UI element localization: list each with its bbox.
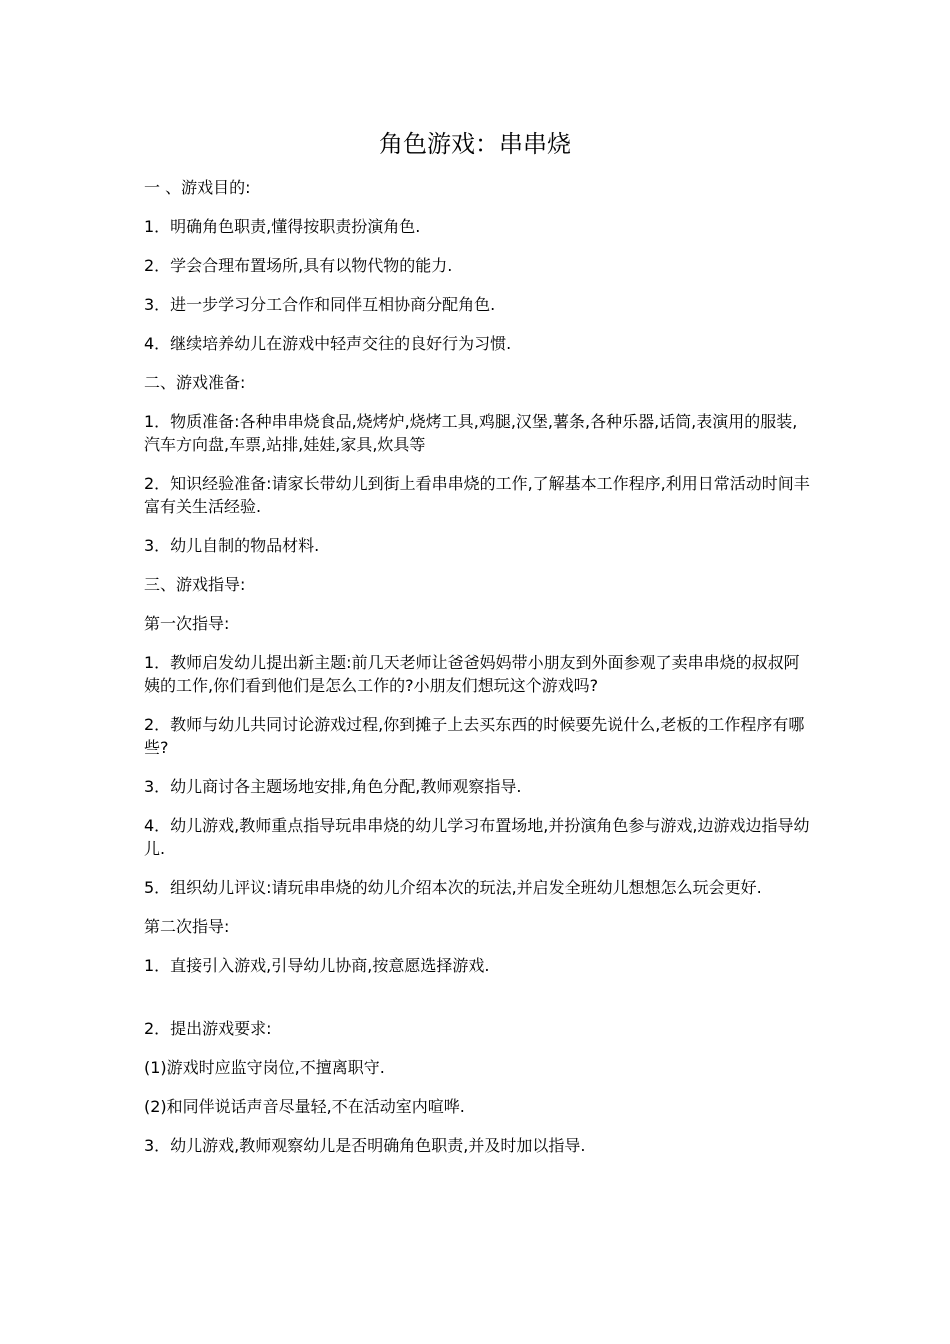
document-title: 角色游戏：串串烧: [379, 130, 571, 158]
goal-item-3: 3．进一步学习分工合作和同伴互相协商分配角色.: [144, 295, 496, 314]
preparation-item-1: 1．物质准备:各种串串烧食品,烧烤炉,烧烤工具,鸡腿,汉堡,薯条,各种乐器,话筒,表演用的服装,汽车方向盘,车票,站排,娃娃,家具,炊具等: [144, 412, 798, 454]
first-guidance-item-2: 2．教师与幼儿共同讨论游戏过程,你到摊子上去买东西的时候要先说什么,老板的工作程序有哪些?: [144, 715, 805, 757]
goal-item-1: 1．明确角色职责,懂得按职责扮演角色.: [144, 217, 421, 236]
requirement-item-1: (1)游戏时应监守岗位,不擅离职守.: [144, 1058, 385, 1077]
first-guidance-item-3: 3．幼儿商讨各主题场地安排,角色分配,教师观察指导.: [144, 777, 522, 796]
second-guidance-item-3: 3．幼儿游戏,教师观察幼儿是否明确角色职责,并及时加以指导.: [144, 1136, 586, 1155]
preparation-item-3: 3．幼儿自制的物品材料.: [144, 536, 320, 555]
second-guidance-item-1: 1．直接引入游戏,引导幼儿协商,按意愿选择游戏.: [144, 956, 490, 975]
section-heading-preparation: 二、游戏准备:: [144, 373, 246, 392]
subheading-second-guidance: 第二次指导:: [144, 917, 230, 936]
second-guidance-item-2: 2．提出游戏要求:: [144, 1019, 272, 1038]
goal-item-2: 2．学会合理布置场所,具有以物代物的能力.: [144, 256, 453, 275]
section-heading-goals: 一 、游戏目的:: [144, 178, 251, 197]
requirement-item-2: (2)和同伴说话声音尽量轻,不在活动室内喧哗.: [144, 1097, 465, 1116]
first-guidance-item-1: 1．教师启发幼儿提出新主题:前几天老师让爸爸妈妈带小朋友到外面参观了卖串串烧的叔叔阿姨的工作,你们看到他们是怎么工作的?小朋友们想玩这个游戏吗?: [144, 653, 800, 695]
first-guidance-item-4: 4．幼儿游戏,教师重点指导玩串串烧的幼儿学习布置场地,并扮演角色参与游戏,边游戏边指导幼儿.: [144, 816, 810, 858]
subheading-first-guidance: 第一次指导:: [144, 614, 230, 633]
section-heading-guidance: 三、游戏指导:: [144, 575, 246, 594]
preparation-item-2: 2．知识经验准备:请家长带幼儿到街上看串串烧的工作,了解基本工作程序,利用日常活动时间丰富有关生活经验.: [144, 474, 810, 516]
goal-item-4: 4．继续培养幼儿在游戏中轻声交往的良好行为习惯.: [144, 334, 512, 353]
first-guidance-item-5: 5．组织幼儿评议:请玩串串烧的幼儿介绍本次的玩法,并启发全班幼儿想想怎么玩会更好.: [144, 878, 762, 897]
document-body: [144, 176, 810, 1173]
